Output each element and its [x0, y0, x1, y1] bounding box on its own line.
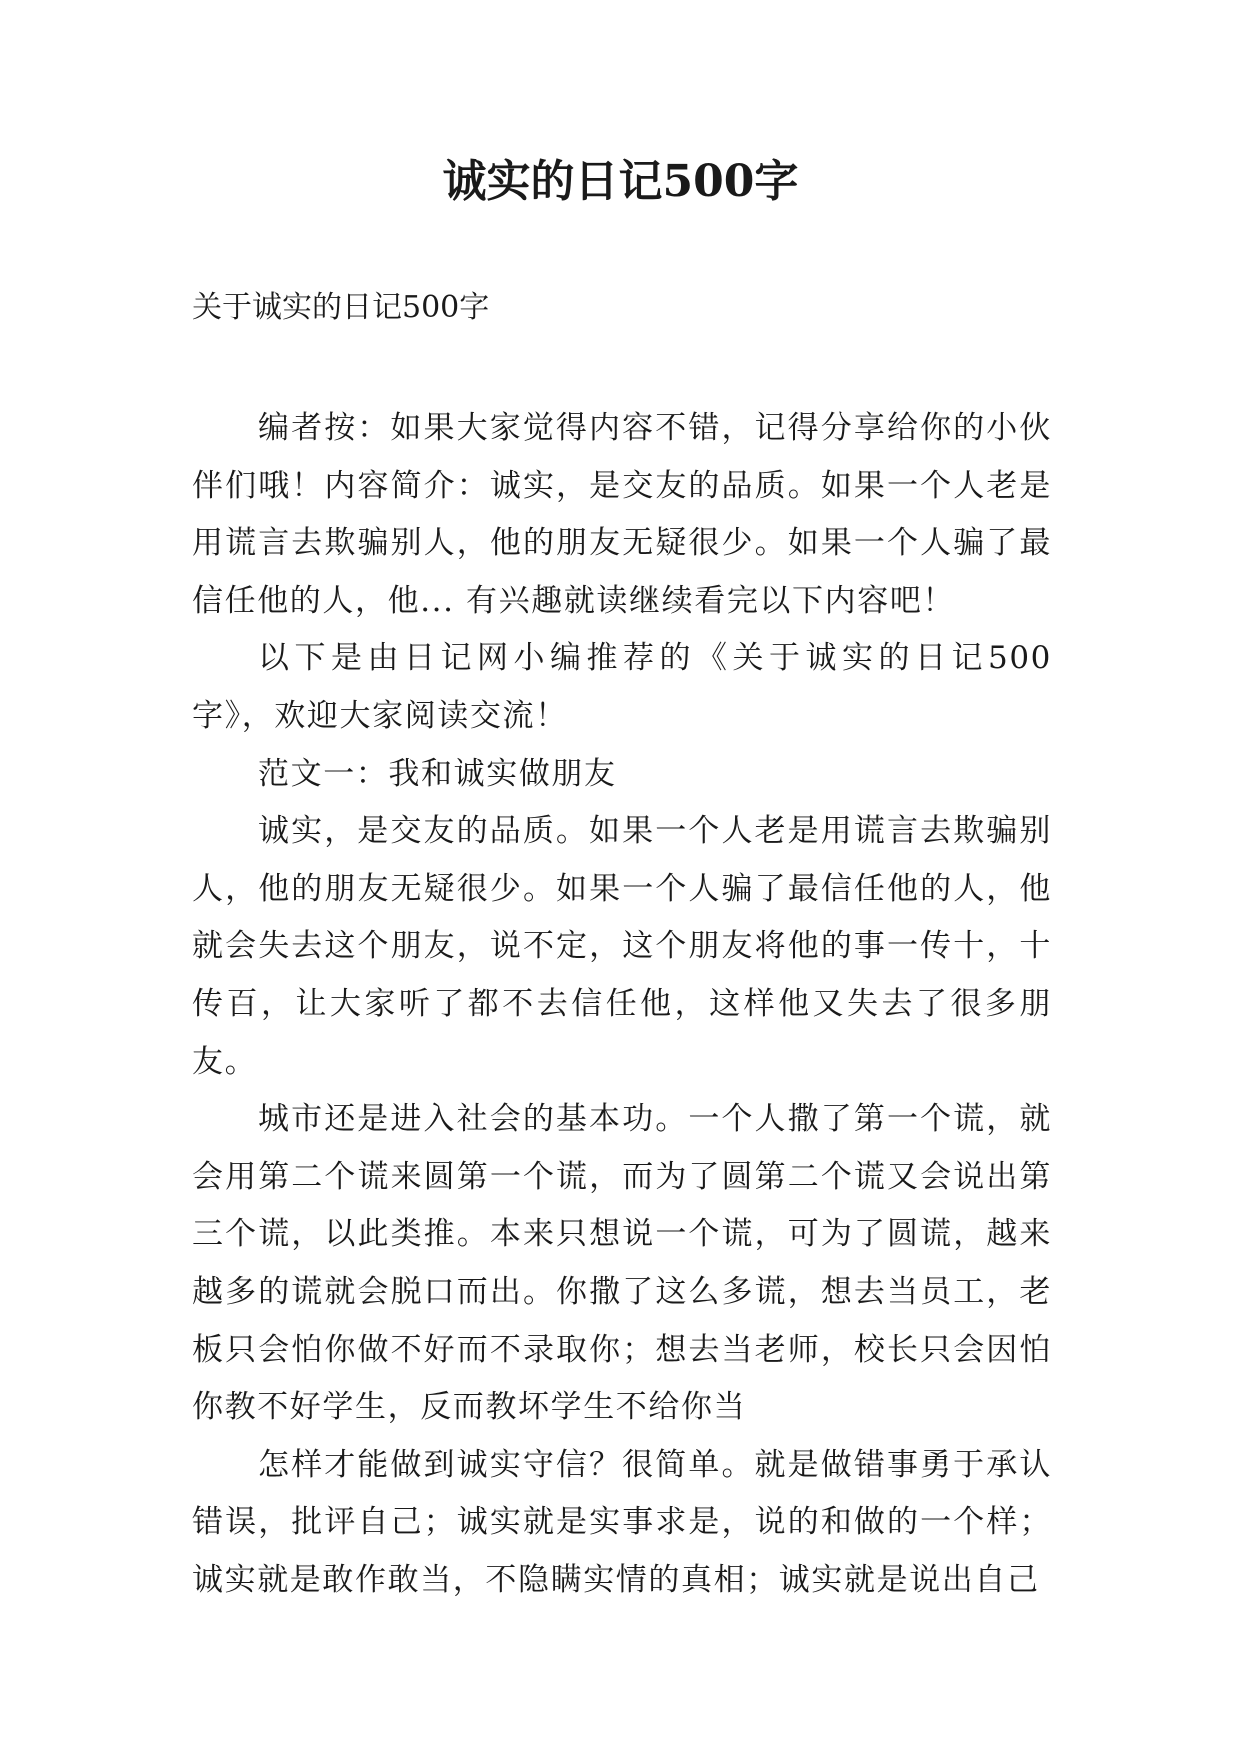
paragraph-body-3: 怎样才能做到诚实守信？很简单。就是做错事勇于承认错误，批评自己；诚实就是实事求是，说的和做的一个样；诚实就是敢作敢当，不隐瞒实情的真相；诚实就是说出自己	[192, 1446, 1052, 1598]
paragraph-body-2: 城市还是进入社会的基本功。一个人撒了第一个谎，就会用第二个谎来圆第一个谎，而为了圆第二个谎又会说出第三个谎，以此类推。本来只想说一个谎，可为了圆谎，越来越多的谎就会脱口而出。你撒了这么多谎，想去当员工，老板只会怕你做不好而不录取你；想去当老师，校长只会因怕你教不好学生，反而教坏学生不给你当	[192, 1101, 1052, 1426]
paragraph-body-1: 诚实，是交友的品质。如果一个人老是用谎言去欺骗别人，他的朋友无疑很少。如果一个人骗了最信任他的人，他就会失去这个朋友，说不定，这个朋友将他的事一传十，十传百，让大家听了都不去信任他，这样他又失去了很多朋友。	[192, 813, 1052, 1080]
paragraph-intro: 以下是由日记网小编推荐的《关于诚实的日记500字》，欢迎大家阅读交流！	[192, 640, 1052, 734]
document-title: 诚实的日记500字	[442, 156, 799, 207]
paragraph-editor-note: 编者按：如果大家觉得内容不错，记得分享给你的小伙伴们哦！内容简介：诚实，是交友的品质。如果一个人老是用谎言去欺骗别人，他的朋友无疑很少。如果一个人骗了最信任他的人，他... 有兴趣就读继续看完以下内容吧！	[192, 410, 1052, 619]
document-subtitle: 关于诚实的日记500字	[192, 290, 490, 325]
paragraph-section-heading: 范文一：我和诚实做朋友	[258, 755, 617, 792]
document-body	[192, 400, 1052, 1609]
